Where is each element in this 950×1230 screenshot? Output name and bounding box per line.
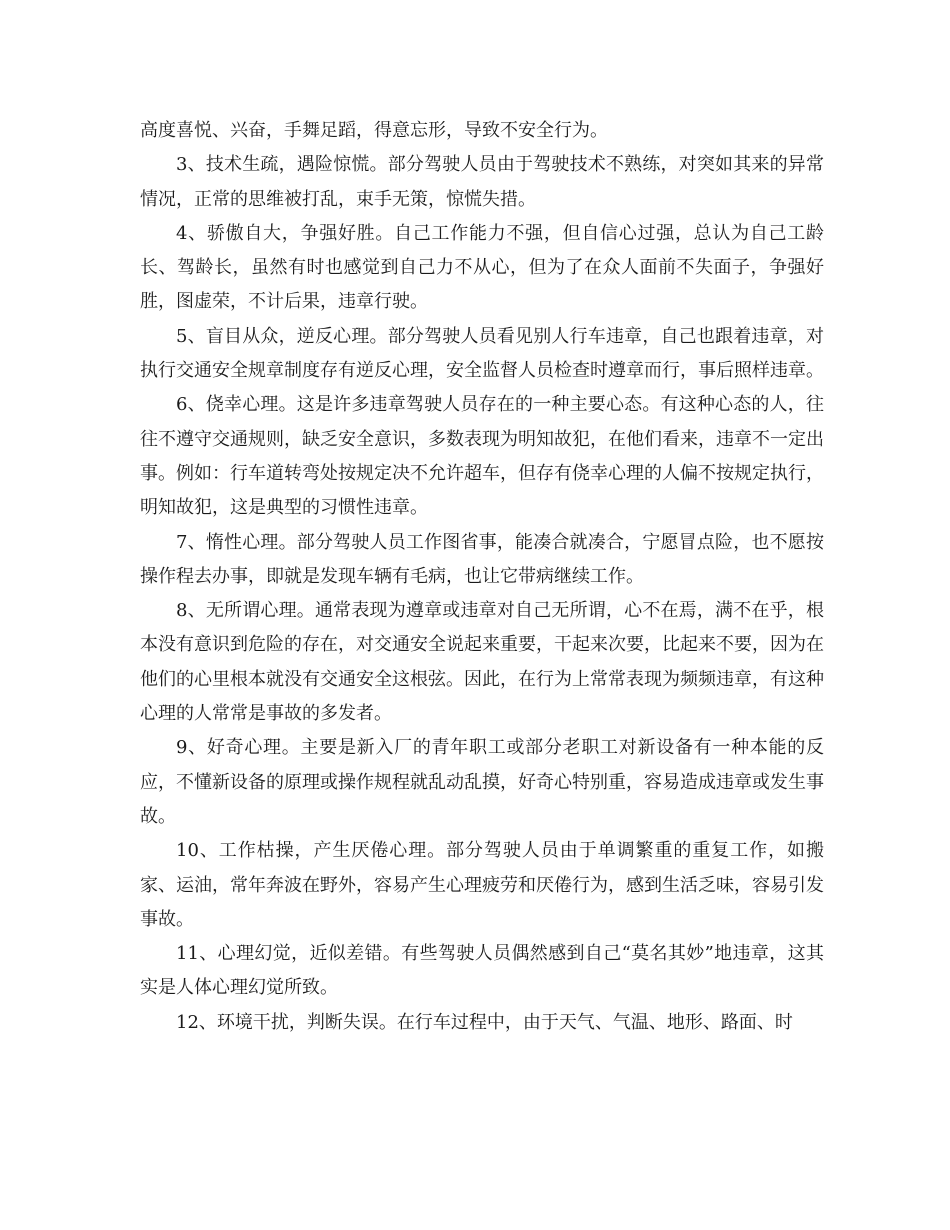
paragraph-item-7: 7、惰性心理。部分驾驶人员工作图省事，能凑合就凑合，宁愿冒点险，也不愿按操作程去办事，即就是发现车辆有毛病，也让它带病继续工作。 — [140, 531, 824, 587]
paragraph-continuation: 高度喜悦、兴奋，手舞足蹈，得意忘形，导致不安全行为。 — [140, 120, 608, 141]
paragraph-item-12: 12、环境干扰，判断失误。在行车过程中，由于天气、气温、地形、路面、时 — [176, 1011, 793, 1033]
paragraph-item-11: 11、心理幻觉，近似差错。有些驾驶人员偶然感到自己“莫名其妙”地违章，这其实是人体心理幻觉所致。 — [140, 943, 824, 999]
paragraph-item-4: 4、骄傲自大，争强好胜。自己工作能力不强，但自信心过强，总认为自己工龄长、驾龄长，虽然有时也感觉到自己力不从心，但为了在众人面前不失面子，争强好胜，图虚荣，不计后果，违章行驶。 — [140, 222, 824, 313]
paragraph-item-9: 9、好奇心理。主要是新入厂的青年职工或部分老职工对新设备有一种本能的反应，不懂新设备的原理或操作规程就乱动乱摸，好奇心特别重，容易造成违章或发生事故。 — [140, 737, 824, 827]
paragraph-item-6: 6、侥幸心理。这是许多违章驾驶人员存在的一种主要心态。有这种心态的人，往往不遵守交通规则，缺乏安全意识，多数表现为明知故犯，在他们看来，违章不一定出事。例如：行车道转弯处按规定决不允许超车，但存有侥幸心理的人偏不按规定执行，明知故犯，这是典型的习惯性违章。 — [140, 394, 824, 519]
paragraph-item-10: 10、工作枯操，产生厌倦心理。部分驾驶人员由于单调繁重的重复工作，如搬家、运油，常年奔波在野外，容易产生心理疲劳和厌倦行为，感到生活乏味，容易引发事故。 — [140, 840, 824, 930]
paragraph-item-8: 8、无所谓心理。通常表现为遵章或违章对自己无所谓，心不在焉，满不在乎，根本没有意识到危险的存在，对交通安全说起来重要，干起来次要，比起来不要，因为在他们的心里根本就没有交通安全这根弦。因此，在行为上常常表现为频频违章，有这种心理的人常常是事故的多发者。 — [140, 600, 824, 725]
document-body — [140, 114, 824, 1040]
paragraph-item-3: 3、技术生疏，遇险惊慌。部分驾驶人员由于驾驶技术不熟练，对突如其来的异常情况，正常的思维被打乱，束手无策，惊慌失措。 — [140, 154, 824, 210]
paragraph-item-5: 5、盲目从众，逆反心理。部分驾驶人员看见别人行车违章，自己也跟着违章，对执行交通安全规章制度存有逆反心理，安全监督人员检查时遵章而行，事后照样违章。 — [140, 325, 824, 382]
